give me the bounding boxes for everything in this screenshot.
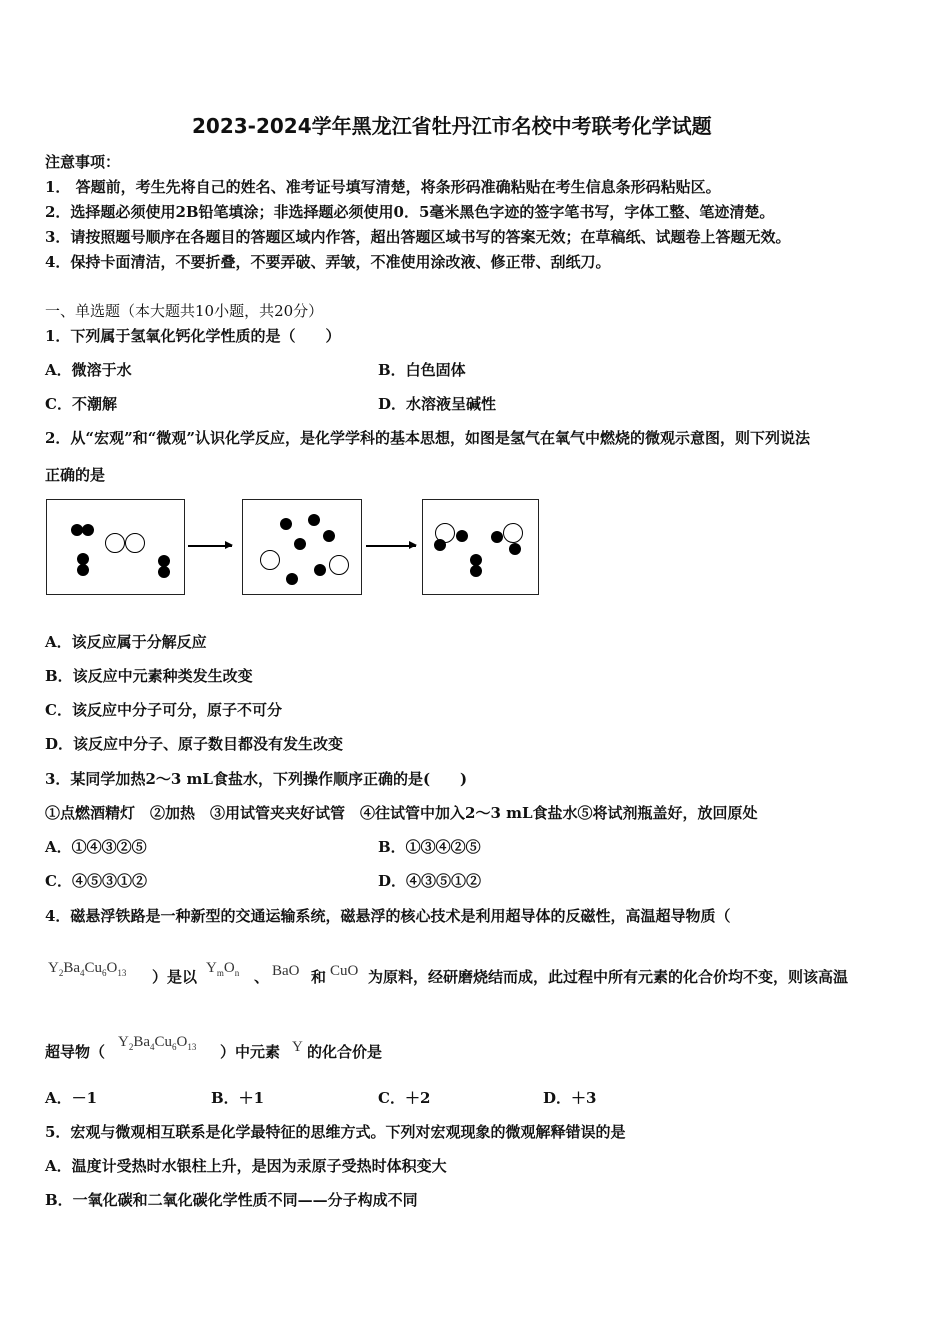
q4-text-2: 、 [254,968,270,986]
q4-text-1: ）是以 [152,968,198,986]
q3-steps: ①点燃酒精灯 ②加热 ③用试管夹夹好试管 ④往试管中加入2～3 mL食盐水⑤将试剂瓶盖好，放回原处 [45,804,758,822]
q4-option-a: A．－1 [45,1089,98,1107]
q2-stem-line2: 正确的是 [45,466,106,484]
notice-item-3: 3．请按照题号顺序在各题目的答题区域内作答，超出答题区域书写的答案无效；在草稿纸、试题卷上答题无效。 [45,228,791,246]
q4-option-d: D．＋3 [543,1089,597,1107]
notice-item-2: 2．选择题必须使用2B铅笔填涂；非选择题必须使用0．5毫米黑色字迹的签字笔书写，字体工整、笔迹清楚。 [45,203,775,221]
q4-text-6: ）中元素 [220,1043,281,1061]
q1-option-c: C．不潮解 [45,395,117,413]
q2-option-a: A．该反应属于分解反应 [45,633,207,651]
q1-stem: 1．下列属于氢氧化钙化学性质的是（ ） [45,327,341,345]
q5-option-b: B．一氧化碳和二氧化碳化学性质不同——分子构成不同 [45,1191,418,1209]
h-atom [434,539,446,551]
h-atom [77,564,89,576]
q3-stem: 3．某同学加热2～3 mL食盐水，下列操作顺序正确的是( ) [45,770,468,788]
q5-option-a: A．温度计受热时水银柱上升，是因为汞原子受热时体积变大 [45,1157,447,1175]
q4-formula-line [48,957,126,983]
h-atom [323,530,335,542]
q2-option-b: B．该反应中元素种类发生改变 [45,667,253,685]
o-atom [260,550,280,570]
h-atom [314,564,326,576]
q3-option-b: B．①③④②⑤ [378,838,481,856]
q1-option-b: B．白色固体 [378,361,466,379]
q4-text-3: 和 [311,968,327,986]
o-atom [329,555,349,575]
q2-stem-line1: 2．从“宏观”和“微观”认识化学反应，是化学学科的基本思想，如图是氢气在氧气中燃烧的微观示意图，则下列说法 [45,429,810,447]
h-atom [509,543,521,555]
h-atom [491,531,503,543]
page-title: 2023-2024学年黑龙江省牡丹江市名校中考联考化学试题 [192,114,712,138]
products-box [422,499,539,595]
o-atom [125,533,145,553]
q4-option-b: B．＋1 [211,1089,265,1107]
q2-option-c: C．该反应中分子可分，原子不可分 [45,701,282,719]
h-atom [286,573,298,585]
q4-text-5: 超导物（ [45,1043,106,1061]
q3-option-a: A．①④③②⑤ [45,838,147,856]
q4-text-4: 为原料，经研磨烧结而成，此过程中所有元素的化合价均不变，则该高温 [368,968,849,986]
q5-stem: 5．宏观与微观相互联系是化学最特征的思维方式。下列对宏观现象的微观解释错误的是 [45,1123,626,1141]
h-atom [82,524,94,536]
h-atom [470,565,482,577]
notice-item-1: 1． 答题前，考生先将自己的姓名、准考证号填写清楚，将条形码准确粘贴在考生信息条形码粘贴区。 [45,178,721,196]
y-element: Y [292,1039,303,1055]
reaction-arrow-1 [188,545,232,547]
q2-option-d: D．该反应中分子、原子数目都没有发生改变 [45,735,344,753]
section-heading: 一、单选题（本大题共10小题，共20分） [45,302,324,320]
q3-option-d: D．④③⑤①② [378,872,482,890]
h-atom [280,518,292,530]
reaction-arrow-2 [366,545,416,547]
atoms-box [242,499,362,595]
notice-item-4: 4．保持卡面清洁，不要折叠，不要弄破、弄皱，不准使用涂改液、修正带、刮纸刀。 [45,253,611,271]
q1-option-d: D．水溶液呈碱性 [378,395,497,413]
cuo-formula: CuO [330,963,359,979]
h-atom [158,566,170,578]
reactants-box [46,499,185,595]
q3-option-c: C．④⑤③①② [45,872,147,890]
h-atom [294,538,306,550]
superconductor-formula: $Y_2Ba_4Cu_6O_{13}$ [48,960,127,978]
o-atom [105,533,125,553]
h-atom [456,530,468,542]
q4-option-c: C．＋2 [378,1089,431,1107]
q4-text-7: 的化合价是 [307,1043,383,1061]
h-atom [308,514,320,526]
q4-stem-line1: 4．磁悬浮铁路是一种新型的交通运输系统，磁悬浮的核心技术是利用超导体的反磁性，高温超导物质（ [45,907,731,925]
bao-formula: BaO [272,963,300,979]
q4-formula-2: $Y_2Ba_4Cu_6O_{13}$ [118,1034,197,1052]
q4-ymon: $Y_mO_n$ [206,960,240,978]
o-atom [503,523,523,543]
q1-option-a: A．微溶于水 [45,361,132,379]
notice-heading: 注意事项： [45,153,121,171]
